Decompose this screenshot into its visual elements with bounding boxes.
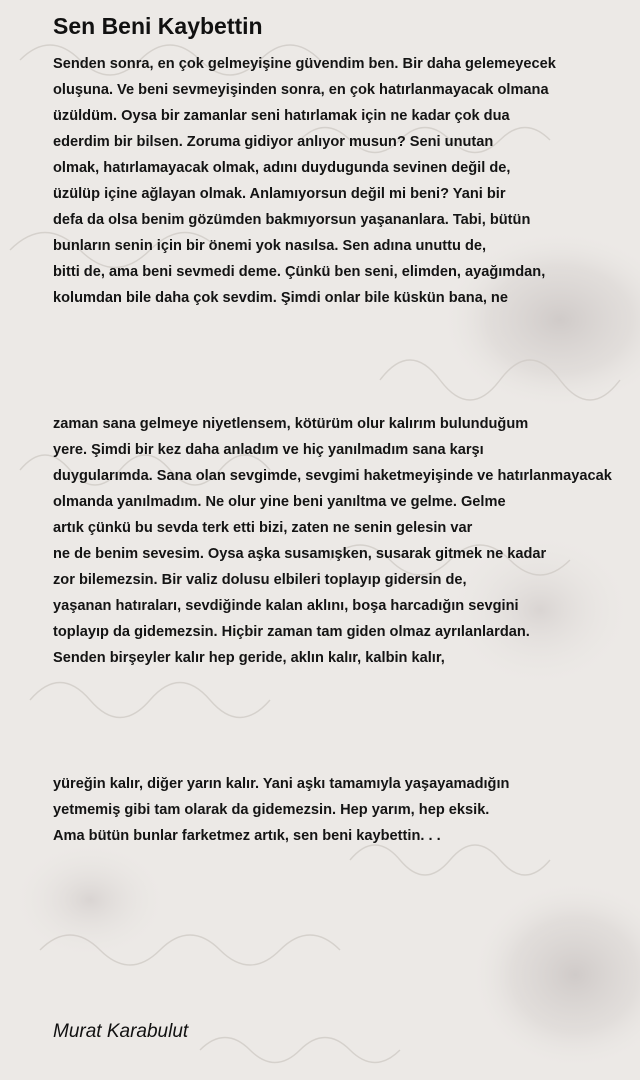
poem-line: yüreğin kalır, diğer yarın kalır. Yani aşkı tamamıyla yaşayamadığın [53,776,510,792]
poem-line: ne de benim sevesim. Oysa aşka susamışken, susarak gitmek ne kadar [53,546,547,562]
poem-line: artık çünkü bu sevda terk etti bizi, zaten ne senin gelesin var [53,520,473,536]
poem-line: yaşanan hatıraları, sevdiğinde kalan aklını, boşa harcadığın sevgini [53,598,519,614]
poem-line: duygularımda. Sana olan sevgimde, sevgimi haketmeyişinde ve hatırlanmayacak [53,468,612,484]
poem-line: kolumdan bile daha çok sevdim. Şimdi onlar bile küskün bana, ne [53,290,508,306]
poem-line: olmanda yanılmadım. Ne olur yine beni yanıltma ve gelme. Gelme [53,494,506,510]
poem-line: bunların senin için bir önemi yok nasılsa. Sen adına unuttu de, [53,238,487,254]
poem-line: ederdim bir bilsen. Zoruma gidiyor anlıyor musun? Seni unutan [53,134,494,150]
poem-line: üzülüp içine ağlayan olmak. Anlamıyorsun değil mi beni? Yani bir [53,186,506,202]
poem-line: yere. Şimdi bir kez daha anladım ve hiç yanılmadım sana karşı [53,442,484,458]
poem-line: üzüldüm. Oysa bir zamanlar seni hatırlamak için ne kadar çok dua [53,108,510,124]
stanza-3 [53,771,509,849]
poem-title: Sen Beni Kaybettin [53,13,263,39]
poem-line: bitti de, ama beni sevmedi deme. Çünkü ben seni, elimden, ayağımdan, [53,264,546,280]
poem-line: oluşuna. Ve beni sevmeyişinden sonra, en çok hatırlanmayacak olmana [53,82,549,98]
poem-line: zor bilemezsin. Bir valiz dolusu elbileri toplayıp gidersin de, [53,572,467,588]
poem-line: olmak, hatırlamayacak olmak, adını duydugunda sevinen değil de, [53,160,511,176]
stanza-1 [53,51,556,311]
poem-line: toplayıp da gidemezsin. Hiçbir zaman tam giden olmaz ayrılanlardan. [53,624,530,640]
poem-line: defa da olsa benim gözümden bakmıyorsun yaşananlara. Tabi, bütün [53,212,531,228]
poem-line: zaman sana gelmeye niyetlensem, kötürüm olur kalırım bulunduğum [53,416,529,432]
poem-line: Senden birşeyler kalır hep geride, aklın kalır, kalbin kalır, [53,650,445,666]
poem-line: yetmemiş gibi tam olarak da gidemezsin. Hep yarım, hep eksik. [53,802,490,818]
poem-line: Senden sonra, en çok gelmeyişine güvendim ben. Bir daha gelemeyecek [53,56,556,72]
poem-line: Ama bütün bunlar farketmez artık, sen beni kaybettin. . . [53,828,441,844]
stanza-2 [53,411,612,671]
poem-author: Murat Karabulut [53,1021,189,1042]
